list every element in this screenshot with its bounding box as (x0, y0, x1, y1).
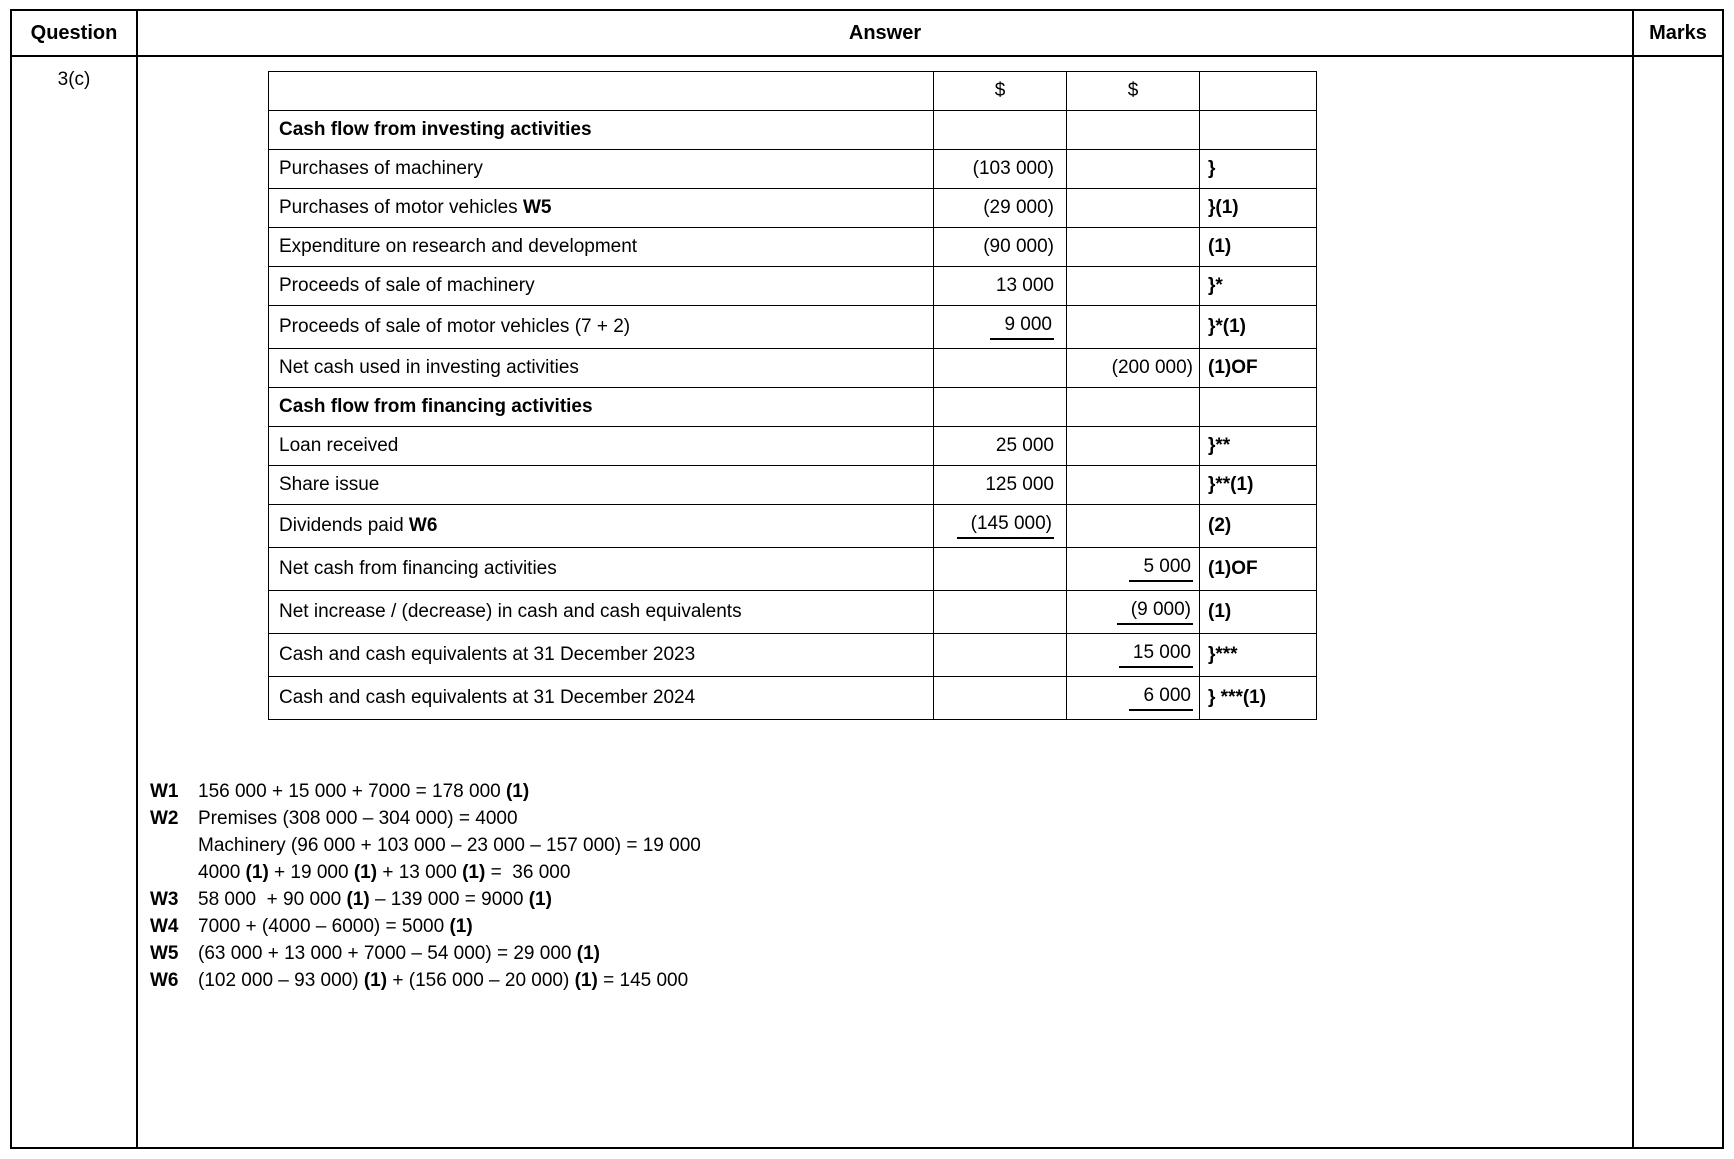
table-row (269, 634, 1317, 677)
row-label-cell (269, 228, 934, 267)
amount-cell (934, 388, 1067, 427)
working-line (150, 886, 1632, 913)
text-segment: }**(1) (1208, 474, 1254, 495)
table-row (269, 111, 1317, 150)
text-segment: (90 000) (983, 236, 1054, 257)
working-text (198, 940, 600, 967)
working-tag (150, 832, 198, 859)
working-line (150, 859, 1632, 886)
text-segment: (200 000) (1111, 357, 1193, 378)
amount-cell (934, 111, 1067, 150)
table-row (269, 427, 1317, 466)
text-segment: 58 000 + 90 000 (198, 889, 347, 910)
table-row (269, 150, 1317, 189)
working-line (150, 940, 1632, 967)
row-label-cell (269, 267, 934, 306)
text-segment: Cash and cash equivalents at 31 December 2024 (279, 687, 696, 708)
text-segment: + 19 000 (268, 862, 354, 883)
text-segment: (103 000) (972, 158, 1054, 179)
mark-annotation-cell (1200, 677, 1317, 720)
mark-annotation-cell (1200, 306, 1317, 349)
mark-annotation-cell (1200, 548, 1317, 591)
text-segment: (1) (574, 970, 598, 991)
working-line (150, 913, 1632, 940)
text-segment: (9 000) (1117, 599, 1193, 625)
amount-cell (934, 150, 1067, 189)
text-segment: Proceeds of sale of motor vehicles (7 + 2) (279, 316, 631, 337)
subtotal-cell (1067, 349, 1200, 388)
amount-cell (934, 427, 1067, 466)
row-label-cell (269, 427, 934, 466)
mark-annotation-cell (1200, 591, 1317, 634)
mark-annotation-cell (1200, 267, 1317, 306)
workings (150, 778, 1632, 994)
row-label-cell (269, 548, 934, 591)
text-segment: + 13 000 (377, 862, 463, 883)
working-tag (150, 859, 198, 886)
text-segment: 15 000 (1119, 642, 1193, 668)
mark-annotation-cell (1200, 388, 1317, 427)
table-row (269, 677, 1317, 720)
subtotal-cell (1067, 548, 1200, 591)
text-segment: } ***(1) (1208, 687, 1267, 708)
question-number: 3(c) (11, 56, 137, 1148)
text-segment: Expenditure on research and development (279, 236, 638, 257)
amount-cell (934, 267, 1067, 306)
working-line (150, 805, 1632, 832)
text-segment: (1) (528, 889, 552, 910)
mark-annotation-cell (1200, 150, 1317, 189)
working-tag: W1 (150, 781, 179, 802)
answer-content (138, 57, 1632, 994)
text-segment: (1) (245, 862, 269, 883)
subtotal-cell (1067, 677, 1200, 720)
table-row (269, 591, 1317, 634)
row-label-cell (269, 591, 934, 634)
text-segment: 5 000 (1129, 556, 1193, 582)
text-segment: } (1208, 158, 1216, 179)
amount-cell (934, 189, 1067, 228)
text-segment: Net cash used in investing activities (279, 357, 579, 378)
text-segment: (102 000 – 93 000) (198, 970, 364, 991)
amount-cell (934, 548, 1067, 591)
row-label-cell (269, 349, 934, 388)
subtotal-cell (1067, 228, 1200, 267)
working-tag: W2 (150, 808, 179, 829)
mark-annotation-cell (1200, 228, 1317, 267)
text-segment: Dividends paid (279, 515, 409, 536)
mark-annotation-cell (1200, 349, 1317, 388)
text-segment: W6 (408, 515, 438, 536)
text-segment: (1) (346, 889, 370, 910)
subtotal-cell (1067, 306, 1200, 349)
mark-annotation-cell (1200, 466, 1317, 505)
mark-annotation-cell (1200, 505, 1317, 548)
subtotal-cell (1067, 388, 1200, 427)
text-segment: Purchases of machinery (279, 158, 483, 179)
question-column-header: Question (11, 10, 137, 56)
text-segment: (1) (1208, 236, 1232, 257)
subtotal-cell (1067, 466, 1200, 505)
text-segment: Net cash from financing activities (279, 558, 557, 579)
text-segment: }*** (1208, 644, 1238, 665)
subtotal-cell (1067, 591, 1200, 634)
amount-cell (934, 306, 1067, 349)
text-segment: 25 000 (995, 435, 1054, 456)
text-segment: (63 000 + 13 000 + 7000 – 54 000) = 29 000 (198, 943, 577, 964)
text-segment: Machinery (96 000 + 103 000 – 23 000 – 157 000) = 19 000 (198, 835, 701, 856)
text-segment: (1)OF (1208, 357, 1258, 378)
text-segment: }** (1208, 435, 1231, 456)
working-tag: W6 (150, 970, 179, 991)
text-segment: (1) (353, 862, 378, 883)
text-segment: }* (1208, 275, 1223, 296)
working-line (150, 778, 1632, 805)
working-tag: W4 (150, 916, 179, 937)
working-tag: W5 (150, 943, 179, 964)
currency-header-cell (1200, 72, 1317, 111)
table-row (269, 505, 1317, 548)
currency-header-cell: $ (1067, 72, 1200, 111)
cash-flow-table (268, 71, 1317, 720)
row-label-cell (269, 306, 934, 349)
text-segment: 125 000 (985, 474, 1054, 495)
text-segment: – 139 000 = 9000 (369, 889, 529, 910)
text-segment: 7000 + (4000 – 6000) = 5000 (198, 916, 450, 937)
subtotal-cell (1067, 150, 1200, 189)
text-segment: Premises (308 000 – 304 000) = 4000 (198, 808, 518, 829)
text-segment: Cash flow from financing activities (279, 396, 593, 417)
row-label-cell (269, 505, 934, 548)
amount-cell (934, 466, 1067, 505)
mark-annotation-cell (1200, 634, 1317, 677)
working-line (150, 967, 1632, 994)
currency-header-cell: $ (934, 72, 1067, 111)
text-segment: (1) (576, 943, 600, 964)
table-row (269, 306, 1317, 349)
row-label-cell (269, 634, 934, 677)
grid-header-row (11, 10, 1723, 56)
table-row (269, 189, 1317, 228)
text-segment: (1) (363, 970, 388, 991)
amount-cell (934, 591, 1067, 634)
working-text (198, 859, 570, 886)
subtotal-cell (1067, 111, 1200, 150)
text-segment: Cash and cash equivalents at 31 December 2023 (279, 644, 696, 665)
subtotal-cell (1067, 267, 1200, 306)
answer-column-header: Answer (137, 10, 1633, 56)
mark-scheme-grid (10, 9, 1724, 1149)
working-tag: W3 (150, 889, 179, 910)
mark-annotation-cell (1200, 111, 1317, 150)
working-text (198, 805, 518, 832)
amount-cell (934, 677, 1067, 720)
working-text (198, 913, 473, 940)
text-segment: 9 000 (990, 314, 1054, 340)
amount-cell (934, 228, 1067, 267)
working-line (150, 832, 1632, 859)
table-row (269, 466, 1317, 505)
amount-cell (934, 634, 1067, 677)
text-segment: 156 000 + 15 000 + 7000 = 178 000 (198, 781, 506, 802)
answer-cell (137, 56, 1633, 1148)
working-text (198, 967, 688, 994)
mark-annotation-cell (1200, 427, 1317, 466)
marks-column-header: Marks (1633, 10, 1723, 56)
text-segment: 6 000 (1129, 685, 1193, 711)
table-row (269, 388, 1317, 427)
text-segment: = 145 000 (597, 970, 689, 991)
text-segment: Share issue (279, 474, 380, 495)
row-label-cell (269, 677, 934, 720)
text-segment: Net increase / (decrease) in cash and cash equivalents (279, 601, 742, 622)
text-segment: (29 000) (983, 197, 1054, 218)
text-segment: W5 (522, 197, 552, 218)
text-segment: (1) (1208, 601, 1232, 622)
text-segment: 4000 (198, 862, 246, 883)
text-segment: (1) (462, 862, 486, 883)
working-text (198, 886, 552, 913)
text-segment: }(1) (1208, 197, 1239, 218)
text-segment: (145 000) (957, 513, 1054, 539)
text-segment: Proceeds of sale of machinery (279, 275, 535, 296)
mark-annotation-cell (1200, 189, 1317, 228)
row-label-cell (269, 388, 934, 427)
text-segment: (1) (449, 916, 473, 937)
amount-cell (934, 349, 1067, 388)
text-segment: + (156 000 – 20 000) (387, 970, 575, 991)
text-segment: = 36 000 (485, 862, 571, 883)
amount-cell (934, 505, 1067, 548)
text-segment: Loan received (279, 435, 399, 456)
row-label-cell (269, 466, 934, 505)
text-segment: (1) (505, 781, 530, 802)
marks-cell (1633, 56, 1723, 1148)
subtotal-cell (1067, 505, 1200, 548)
text-segment: (1)OF (1208, 558, 1258, 579)
text-segment: (2) (1208, 515, 1232, 536)
row-label-cell (269, 111, 934, 150)
currency-header-cell (269, 72, 934, 111)
working-text (198, 832, 701, 859)
subtotal-cell (1067, 189, 1200, 228)
text-segment: Purchases of motor vehicles (279, 197, 523, 218)
table-row (269, 267, 1317, 306)
table-currency-header-row (269, 72, 1317, 111)
text-segment: 13 000 (995, 275, 1054, 296)
subtotal-cell (1067, 427, 1200, 466)
text-segment: }*(1) (1208, 316, 1247, 337)
working-text (198, 778, 529, 805)
table-row (269, 228, 1317, 267)
subtotal-cell (1067, 634, 1200, 677)
row-label-cell (269, 189, 934, 228)
table-row (269, 349, 1317, 388)
table-row (269, 548, 1317, 591)
text-segment: Cash flow from investing activities (279, 119, 592, 140)
answer-row (11, 56, 1723, 1148)
row-label-cell (269, 150, 934, 189)
